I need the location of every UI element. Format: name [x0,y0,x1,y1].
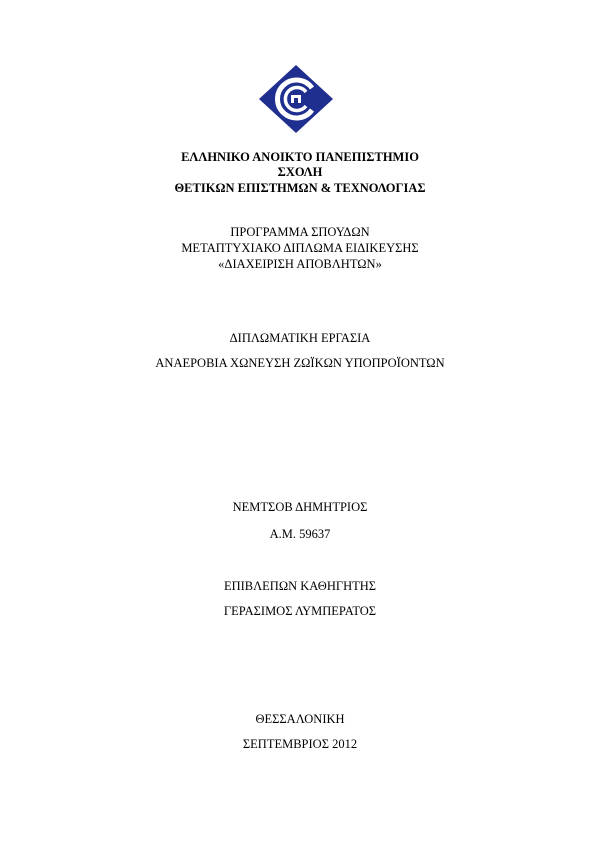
author-name: ΝΕΜΤΣΟΒ ΔΗΜΗΤΡΙΟΣ [232,500,368,514]
school-label: ΣΧΟΛΗ [277,165,323,179]
faculty-name: ΘΕΤΙΚΩΝ ΕΠΙΣΤΗΜΩΝ & ΤΕΧΝΟΛΟΓΙΑΣ [174,181,426,195]
university-logo-icon [258,64,334,134]
supervisor-name: ΓΕΡΑΣΙΜΟΣ ΛΥΜΠΕΡΑΤΟΣ [223,604,377,618]
program-name: «ΔΙΑΧΕΙΡΙΣΗ ΑΠΟΒΛΗΤΩΝ» [218,257,382,271]
thesis-type: ΔΙΠΛΩΜΑΤΙΚΗ ΕΡΓΑΣΙΑ [229,331,371,345]
university-name: ΕΛΛΗΝΙΚΟ ΑΝΟΙΚΤΟ ΠΑΝΕΠΙΣΤΗΜΙΟ [181,150,419,164]
program-label: ΠΡΟΓΡΑΜΜΑ ΣΠΟΥΔΩΝ [230,225,370,239]
program-degree: ΜΕΤΑΠΤΥΧΙΑΚΟ ΔΙΠΛΩΜΑ ΕΙΔΙΚΕΥΣΗΣ [181,241,419,255]
student-id: Α.Μ. 59637 [269,527,331,541]
supervisor-label: ΕΠΙΒΛΕΠΩΝ ΚΑΘΗΓΗΤΗΣ [223,579,377,593]
thesis-title: ΑΝΑΕΡΟΒΙΑ ΧΩΝΕΥΣΗ ΖΩΪΚΩΝ ΥΠΟΠΡΟΪΟΝΤΩΝ [155,356,445,370]
city: ΘΕΣΣΑΛΟΝΙΚΗ [255,712,345,726]
submission-date: ΣΕΠΤΕΜΒΡΙΟΣ 2012 [242,737,358,751]
